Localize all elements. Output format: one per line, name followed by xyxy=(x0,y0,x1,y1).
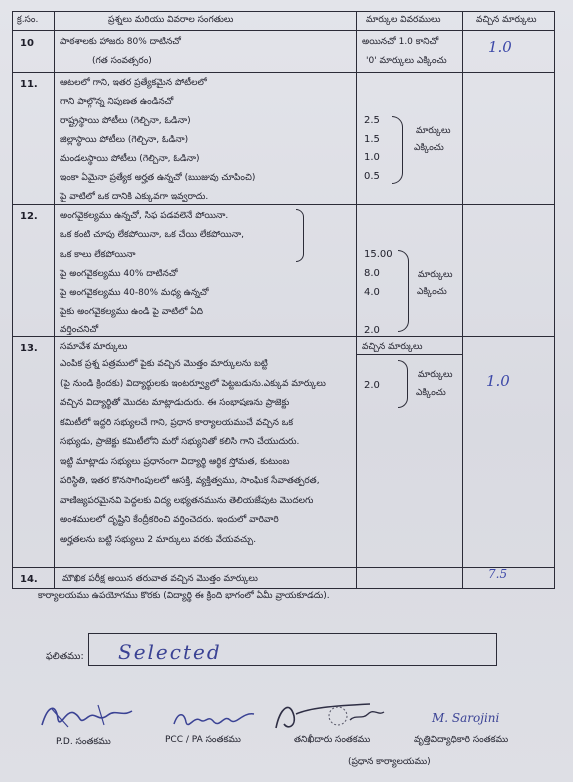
header-sno: క్ర.సం. xyxy=(17,15,39,25)
row-12-brace xyxy=(398,250,409,332)
paragraph-line: వచ్చిన విద్యార్థితో మొదట మాట్లాడుదురు. ఈ సంభాషణను ప్రాజెక్టు xyxy=(60,398,290,408)
row-13-title: సమావేశ మార్కులు xyxy=(60,342,128,352)
paragraph-line: సభ్యుడు, ప్రాజెక్టు కమిటీలోని మరో సభ్యునితో కలిసి గాని చేయుదురు. xyxy=(60,437,300,447)
inspector-signature-label: తనిఖీదారు సంతకము xyxy=(294,735,371,745)
pd-signature-label: P.D. సంతకము xyxy=(56,737,111,747)
row-13-marks-note: మార్కులు xyxy=(418,370,453,380)
row-11-marks-note: మార్కులు xyxy=(416,126,451,136)
row-13-brace xyxy=(398,360,408,408)
row-13-paragraph xyxy=(60,355,326,550)
row-13-awarded: 1.0 xyxy=(486,372,510,390)
row-11-text: ఆటలలో గాని, ఇతర ప్రత్యేకమైన పోటీలలో xyxy=(60,78,207,88)
row-13-mark: 2.0 xyxy=(364,380,380,391)
row-10-text: పాఠశాలకు హాజరు 80% దాటినచో xyxy=(60,37,181,47)
row-11-mark: 1.5 xyxy=(364,134,380,145)
row-11-mark: 2.5 xyxy=(364,115,380,126)
row-14-text: మౌఖిక పరీక్ష అయిన తరువాత వచ్చిన మొత్తం మార్కులు xyxy=(62,574,258,584)
paragraph-line: ఎంపిక ప్రశ్న పత్రములో పైకు వచ్చిన మొత్తం మార్కులను బట్టి xyxy=(60,359,268,369)
pcc-signature xyxy=(170,700,260,736)
result-value: Selected xyxy=(118,640,222,664)
row-11-sno: 11. xyxy=(20,79,38,90)
row-11-text: పై వాటిలో ఒక దానికి ఎక్కువగా ఇవ్వరాదు. xyxy=(60,192,209,202)
row-12-text: వర్తించనిచో xyxy=(60,325,99,335)
paragraph-line: వాణిజ్యపరమైనవి పెద్దలకు విద్య లభ్యతనమును తెలియజేపుట మొదలగు xyxy=(60,495,314,506)
row-13-marks-header: వచ్చిన మార్కులు xyxy=(362,342,423,352)
inspector-signature xyxy=(270,694,390,734)
paragraph-line: అర్హతలను బట్టి సభ్యులు 2 మార్కులు వరకు వేయవచ్చు. xyxy=(60,534,257,545)
row-12-mark: 2.0 xyxy=(364,325,380,336)
row-11-text: జిల్లాస్థాయి పోటీలు (గెల్చినా, ఓడినా) xyxy=(60,135,189,145)
row-13-sno: 13. xyxy=(20,343,38,354)
row-12-text-brace xyxy=(296,209,304,262)
row-12-text: పై అంగవైకల్యము 40-80% మధ్య ఉన్నచో xyxy=(60,288,209,298)
row-11-text: రాష్ట్రస్థాయి పోటీలు (గెల్చినా, ఓడినా) xyxy=(60,116,191,126)
row-11-text: మండలస్థాయి పోటీలు (గెల్చినా, ఓడినా) xyxy=(60,154,200,164)
header-marks-details: మార్కుల వివరములు xyxy=(366,15,441,25)
row-11-text: ఇంకా ఏమైనా ప్రత్యేక అర్హత ఉన్నచో (ఋజువు చూపించి) xyxy=(60,173,256,183)
row-10-text: (గత సంవత్సరం) xyxy=(92,56,152,66)
row-12-text: అంగవైకల్యము ఉన్నచో, సిఫ పడవలెనే పోయినా. xyxy=(60,211,229,221)
pd-signature xyxy=(38,695,138,735)
row-10-marks-text: '0' మార్కులు ఎక్కించు xyxy=(366,56,447,66)
row-12-mark: 4.0 xyxy=(364,287,380,298)
row-14-awarded: 7.5 xyxy=(488,567,508,581)
result-label: ఫలితము: xyxy=(46,651,84,662)
official-name-handwritten: M. Sarojini xyxy=(432,711,500,725)
paragraph-line: (పై నుండి క్రిందకు) విద్యార్థులకు ఇంటర్వ్యూలో పెట్టబడును.ఎక్కువ మార్కులు xyxy=(60,378,326,389)
vocational-officer-signature-label: వృత్తివిద్యాధికారి సంతకము xyxy=(414,735,509,745)
head-office-label: (ప్రధాన కార్యాలయము) xyxy=(348,757,431,767)
row-12-mark: 15.00 xyxy=(364,249,393,260)
row-14-sno: 14. xyxy=(20,574,38,585)
row-13-marks-note: ఎక్కించు xyxy=(416,388,446,398)
header-particulars: ప్రశ్నలు మరియు వివరాల సంగతులు xyxy=(108,15,234,25)
row-10-sno: 10 xyxy=(20,38,34,49)
paragraph-line: ఇట్టి మాట్లాడు సభ్యులు ప్రధానంగా విద్యార్థి ఆర్థిక స్తోమత, కుటుంబ xyxy=(60,456,290,467)
row-12-mark: 8.0 xyxy=(364,268,380,279)
row-12-marks-note: ఎక్కించు xyxy=(417,287,447,297)
row-11-text: గాని పాల్గొన్న నిపుణత ఉండినచో xyxy=(60,97,174,107)
row-11-mark: 0.5 xyxy=(364,171,380,182)
row-11-brace xyxy=(392,116,403,184)
paragraph-line: పరిస్థితి, ఇతర కొనసాగింపులలో ఆసక్తి, వ్యక్తిత్వము, సాంఘిక సేవాతత్పరత, xyxy=(60,476,320,486)
row-11-mark: 1.0 xyxy=(364,152,380,163)
row-12-marks-note: మార్కులు xyxy=(418,270,453,280)
row-11-marks-note: ఎక్కించు xyxy=(414,143,444,153)
pcc-signature-label: PCC / PA సంతకము xyxy=(165,735,241,745)
row-10-marks-text: అయినచో 1.0 కానిచో xyxy=(362,37,439,47)
paragraph-line: అంశములలో దృష్టిని కేంద్రీకరించి వర్తించెదరు. ఇందులో వారివారి xyxy=(60,515,279,525)
paragraph-line: కమిటీలో ఇద్దరి సభ్యులచే గాని, ప్రధాన కార్యాలయముచే వచ్చిన ఒక xyxy=(60,417,294,428)
row-10-awarded: 1.0 xyxy=(488,38,512,56)
row-12-text: పైకు అంగవైకల్యము ఉండి పై వాటిలో ఏది xyxy=(60,307,203,317)
office-use-note: కార్యాలయము ఉపయోగము కొరకు (విద్యార్థి ఈ క్రింది భాగంలో ఏమీ వ్రాయకూడదు). xyxy=(38,591,330,601)
row-12-sno: 12. xyxy=(20,211,38,222)
row-12-text: ఒక కాలు లేకపోయినా xyxy=(60,250,136,260)
row-12-text: పై అంగవైకల్యము 40% దాటినచో xyxy=(60,269,178,279)
row-12-text: ఒక కంటి చూపు లేకపోయినా, ఒక చేయి లేకపోయినా, xyxy=(60,230,244,240)
header-marks-awarded: వచ్చిన మార్కులు xyxy=(476,15,537,25)
